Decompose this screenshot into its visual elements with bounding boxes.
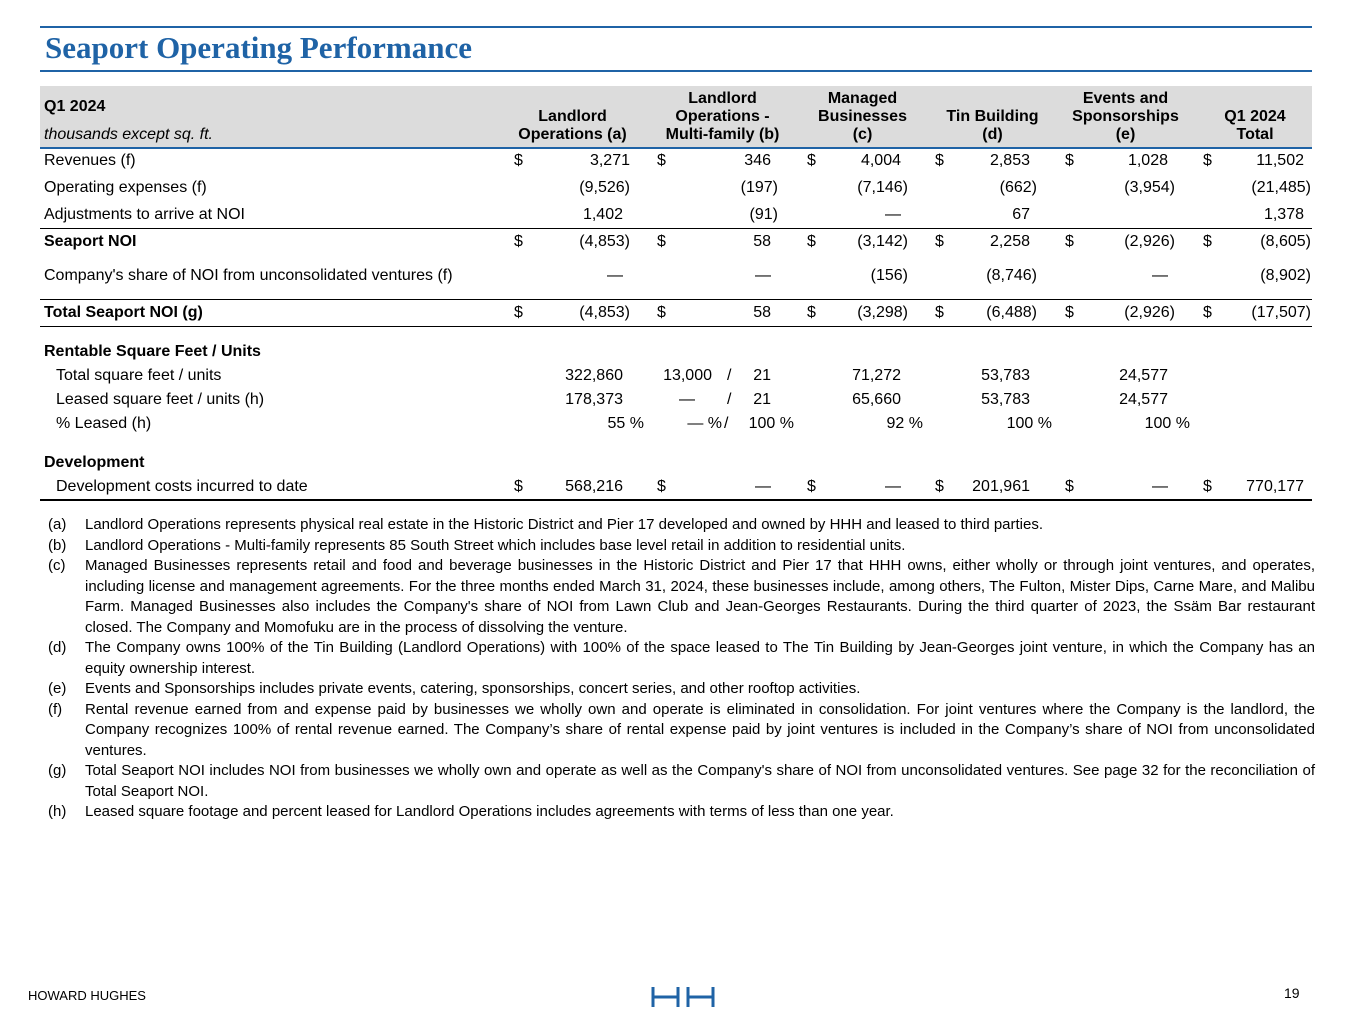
currency-sign: $ <box>1203 152 1212 169</box>
cell-total-noi-managed: (3,298) <box>857 304 908 321</box>
cell-revenues-landlord: 3,271 <box>589 152 630 169</box>
cell-dev-costs-multifamily: — <box>755 478 771 495</box>
column-header-line <box>930 90 1055 108</box>
cell-leased-sqft-tin: 53,783 <box>981 391 1030 408</box>
cell-dev-costs-landlord: 568,216 <box>565 478 623 495</box>
column-header-line: Operations (a) <box>518 126 627 143</box>
cell-pct-leased-multifamily: — % <box>687 415 722 432</box>
column-header-multifamily <box>650 90 795 144</box>
row-label-adjustments: Adjustments to arrive at NOI <box>44 206 245 223</box>
cell-leased-sqft-managed: 65,660 <box>852 391 901 408</box>
footnote <box>48 700 1315 762</box>
row-label-pct-leased: % Leased (h) <box>56 415 152 432</box>
currency-sign: $ <box>1065 233 1074 250</box>
header-period: Q1 2024 <box>44 98 106 115</box>
cell-pct-leased-landlord: 55 % <box>607 415 644 432</box>
cell-unconsolidated-tin: (8,746) <box>986 267 1037 284</box>
currency-sign: $ <box>657 478 666 495</box>
column-header-line: Landlord <box>688 90 757 107</box>
column-header-managed <box>800 90 925 144</box>
footnote-text: Landlord Operations - Multi-family represents 85 South Street which includes base level retail in addition to residential units. <box>85 536 906 554</box>
cell-total-noi-landlord: (4,853) <box>579 304 630 321</box>
currency-sign: $ <box>935 152 944 169</box>
row-label-unconsolidated: Company's share of NOI from unconsolidated ventures (f) <box>44 267 453 284</box>
column-header-line: Total <box>1236 126 1274 143</box>
column-header-line: Operations - <box>675 108 770 125</box>
cell-total-sqft-managed: 71,272 <box>852 367 901 384</box>
slash-separator: / <box>724 415 729 432</box>
cell-dev-costs-events: — <box>1152 478 1168 495</box>
cell-leased-sqft-multifamily: — <box>679 391 695 408</box>
footnote-key: (e) <box>48 680 67 697</box>
cell-leased-sqft-landlord: 178,373 <box>565 391 623 408</box>
currency-sign: $ <box>1065 478 1074 495</box>
cell-seaport-noi-multifamily: 58 <box>753 233 771 250</box>
page-number: 19 <box>1284 985 1300 1001</box>
slash-separator: / <box>727 367 732 384</box>
currency-sign: $ <box>514 304 523 321</box>
cell-adjustments-landlord: 1,402 <box>582 206 623 223</box>
footnote <box>48 638 1315 679</box>
currency-sign: $ <box>935 478 944 495</box>
currency-sign: $ <box>1065 152 1074 169</box>
currency-sign: $ <box>1203 304 1212 321</box>
column-header-landlord <box>500 90 645 144</box>
column-header-line: Q1 2024 <box>1224 108 1286 125</box>
footer-company-name: HOWARD HUGHES <box>28 988 146 1003</box>
cell-seaport-noi-tin: 2,258 <box>989 233 1030 250</box>
cell-dev-costs-total: 770,177 <box>1246 478 1304 495</box>
column-header-total <box>1200 90 1310 144</box>
cell-total-noi-total: (17,507) <box>1251 304 1311 321</box>
cell-revenues-tin: 2,853 <box>989 152 1030 169</box>
currency-sign: $ <box>807 233 816 250</box>
currency-sign: $ <box>514 152 523 169</box>
currency-sign: $ <box>807 152 816 169</box>
row-label-dev-costs: Development costs incurred to date <box>56 478 308 495</box>
divider <box>40 499 1312 501</box>
divider <box>40 299 1312 300</box>
footnote-text: Events and Sponsorships includes private events, catering, sponsorships, concert series, and other rooftop activities. <box>85 680 861 697</box>
cell-opex-landlord: (9,526) <box>579 179 630 196</box>
cell-pct-leased-units-multifamily: 100 % <box>748 415 794 432</box>
cell-pct-leased-events: 100 % <box>1144 415 1190 432</box>
currency-sign: $ <box>657 233 666 250</box>
cell-opex-total: (21,485) <box>1251 179 1311 196</box>
footnote-key: (d) <box>48 639 67 656</box>
cell-leased-sqft-events: 24,577 <box>1119 391 1168 408</box>
currency-sign: $ <box>1203 478 1212 495</box>
cell-seaport-noi-events: (2,926) <box>1124 233 1175 250</box>
row-label-total-sqft: Total square feet / units <box>56 367 222 384</box>
currency-sign: $ <box>514 233 523 250</box>
footnote-key: (b) <box>48 536 67 554</box>
header-units-note: thousands except sq. ft. <box>44 126 213 143</box>
cell-revenues-total: 11,502 <box>1256 152 1304 169</box>
currency-sign: $ <box>1203 233 1212 250</box>
cell-seaport-noi-landlord: (4,853) <box>579 233 630 250</box>
cell-dev-costs-managed: — <box>885 478 901 495</box>
column-header-line: Sponsorships <box>1072 108 1179 125</box>
currency-sign: $ <box>935 233 944 250</box>
footnote-text: Rental revenue earned from and expense paid by businesses we wholly own and operate is eliminated in consolidation. For joint ventures where the Company is the landlord, the Company recognizes 100% of rental revenue earned. The Company’s share of rental expense paid by joint ventures is included in the Company’s share of NOI from unconsolidated ventures. <box>85 700 1315 759</box>
column-header-line: Events and <box>1082 90 1169 107</box>
row-label-leased-sqft: Leased square feet / units (h) <box>56 391 265 408</box>
divider <box>40 326 1312 327</box>
row-label-revenues: Revenues (f) <box>44 152 136 169</box>
currency-sign: $ <box>657 152 666 169</box>
footnote-key: (g) <box>48 762 67 779</box>
currency-sign: $ <box>807 304 816 321</box>
section-header-development: Development <box>44 454 145 471</box>
footnote-text: Leased square footage and percent leased for Landlord Operations includes agreements with terms of less than one year. <box>85 803 894 820</box>
row-label-total-noi: Total Seaport NOI (g) <box>44 304 203 321</box>
column-header-line <box>1200 90 1310 108</box>
footnote-key: (f) <box>48 700 63 718</box>
currency-sign: $ <box>657 304 666 321</box>
cell-opex-multifamily: (197) <box>740 179 778 196</box>
footnote-key: (h) <box>48 803 67 820</box>
footnote <box>48 536 1315 557</box>
cell-pct-leased-tin: 100 % <box>1006 415 1052 432</box>
cell-unconsolidated-managed: (156) <box>870 267 908 284</box>
row-label-seaport-noi: Seaport NOI <box>44 233 137 250</box>
cell-total-units-multifamily: 21 <box>753 367 771 384</box>
footnote-text: The Company owns 100% of the Tin Building (Landlord Operations) with 100% of the space leased to The Tin Building by Jean-Georges joint venture, in which the Company has an equity ownership interest. <box>85 639 1315 677</box>
currency-sign: $ <box>1065 304 1074 321</box>
cell-opex-tin: (662) <box>999 179 1037 196</box>
footnote-text: Total Seaport NOI includes NOI from businesses we wholly own and operate as well as the Company's share of NOI from unconsolidated ventures. See page 32 for the reconciliation of Total Seaport NOI. <box>85 762 1315 800</box>
cell-total-sqft-events: 24,577 <box>1119 367 1168 384</box>
footnote-text: Landlord Operations represents physical real estate in the Historic District and Pier 17 developed and owned by HHH and leased to third parties. <box>85 516 1044 533</box>
cell-seaport-noi-total: (8,605) <box>1260 233 1311 250</box>
column-header-line: Businesses <box>818 108 907 125</box>
column-header-events <box>1058 90 1193 144</box>
cell-total-noi-multifamily: 58 <box>753 304 771 321</box>
column-header-line: Multi-family (b) <box>665 126 780 143</box>
divider <box>40 228 1312 229</box>
cell-unconsolidated-total: (8,902) <box>1260 267 1311 284</box>
cell-revenues-multifamily: 346 <box>744 152 771 169</box>
cell-total-sqft-landlord: 322,860 <box>565 367 623 384</box>
cell-opex-managed: (7,146) <box>857 179 908 196</box>
footnote <box>48 802 1315 823</box>
slash-separator: / <box>727 391 732 408</box>
cell-total-sqft-tin: 53,783 <box>981 367 1030 384</box>
cell-total-noi-events: (2,926) <box>1124 304 1175 321</box>
cell-total-noi-tin: (6,488) <box>986 304 1037 321</box>
cell-adjustments-multifamily: (91) <box>749 206 778 223</box>
currency-sign: $ <box>807 478 816 495</box>
cell-unconsolidated-landlord: — <box>607 267 623 284</box>
currency-sign: $ <box>514 478 523 495</box>
cell-adjustments-managed: — <box>885 206 901 223</box>
footnote <box>48 515 1315 536</box>
row-label-opex: Operating expenses (f) <box>44 179 207 196</box>
column-header-line: (d) <box>982 126 1003 143</box>
column-header-line: (e) <box>1115 126 1136 143</box>
footnotes <box>48 515 1315 823</box>
currency-sign: $ <box>935 304 944 321</box>
column-header-line: Landlord <box>538 108 607 125</box>
hh-logo-icon <box>651 986 715 1008</box>
column-header-line: Tin Building <box>946 108 1039 125</box>
footnote <box>48 679 1315 700</box>
section-header-rentable: Rentable Square Feet / Units <box>44 343 261 360</box>
cell-leased-units-multifamily: 21 <box>753 391 771 408</box>
column-header-line <box>500 90 645 108</box>
footnote <box>48 761 1315 802</box>
cell-unconsolidated-events: — <box>1152 267 1168 284</box>
cell-pct-leased-managed: 92 % <box>886 415 923 432</box>
cell-dev-costs-tin: 201,961 <box>972 478 1030 495</box>
cell-revenues-managed: 4,004 <box>860 152 901 169</box>
column-header-line: Managed <box>827 90 898 107</box>
footnote-text: Managed Businesses represents retail and food and beverage businesses in the Historic District and Pier 17 that HHH owns, either wholly or through joint ventures, and operates, including license and management agreements. For the three months ended March 31, 2024, these businesses include, among others, The Fulton, Mister Dips, Carne Mare, and Malibu Farm. Managed Businesses also includes the Company's share of NOI from Lawn Club and Jean-Georges Restaurants. During the third quarter of 2023, the Ssäm Bar restaurant closed. The Company and Momofuku are in the process of dissolving the venture. <box>85 557 1315 636</box>
page-title-frame <box>40 26 1312 72</box>
cell-revenues-events: 1,028 <box>1127 152 1168 169</box>
page-title: Seaport Operating Performance <box>45 30 472 65</box>
cell-seaport-noi-managed: (3,142) <box>857 233 908 250</box>
cell-adjustments-total: 1,378 <box>1263 206 1304 223</box>
column-header-tin-building <box>930 90 1055 144</box>
footnote <box>48 556 1315 638</box>
cell-total-sqft-multifamily: 13,000 <box>663 367 712 384</box>
cell-unconsolidated-multifamily: — <box>755 267 771 284</box>
footnote-key: (c) <box>48 557 66 574</box>
cell-adjustments-tin: 67 <box>1012 206 1030 223</box>
cell-opex-events: (3,954) <box>1124 179 1175 196</box>
column-header-line: (c) <box>852 126 873 143</box>
footnote-key: (a) <box>48 516 67 533</box>
